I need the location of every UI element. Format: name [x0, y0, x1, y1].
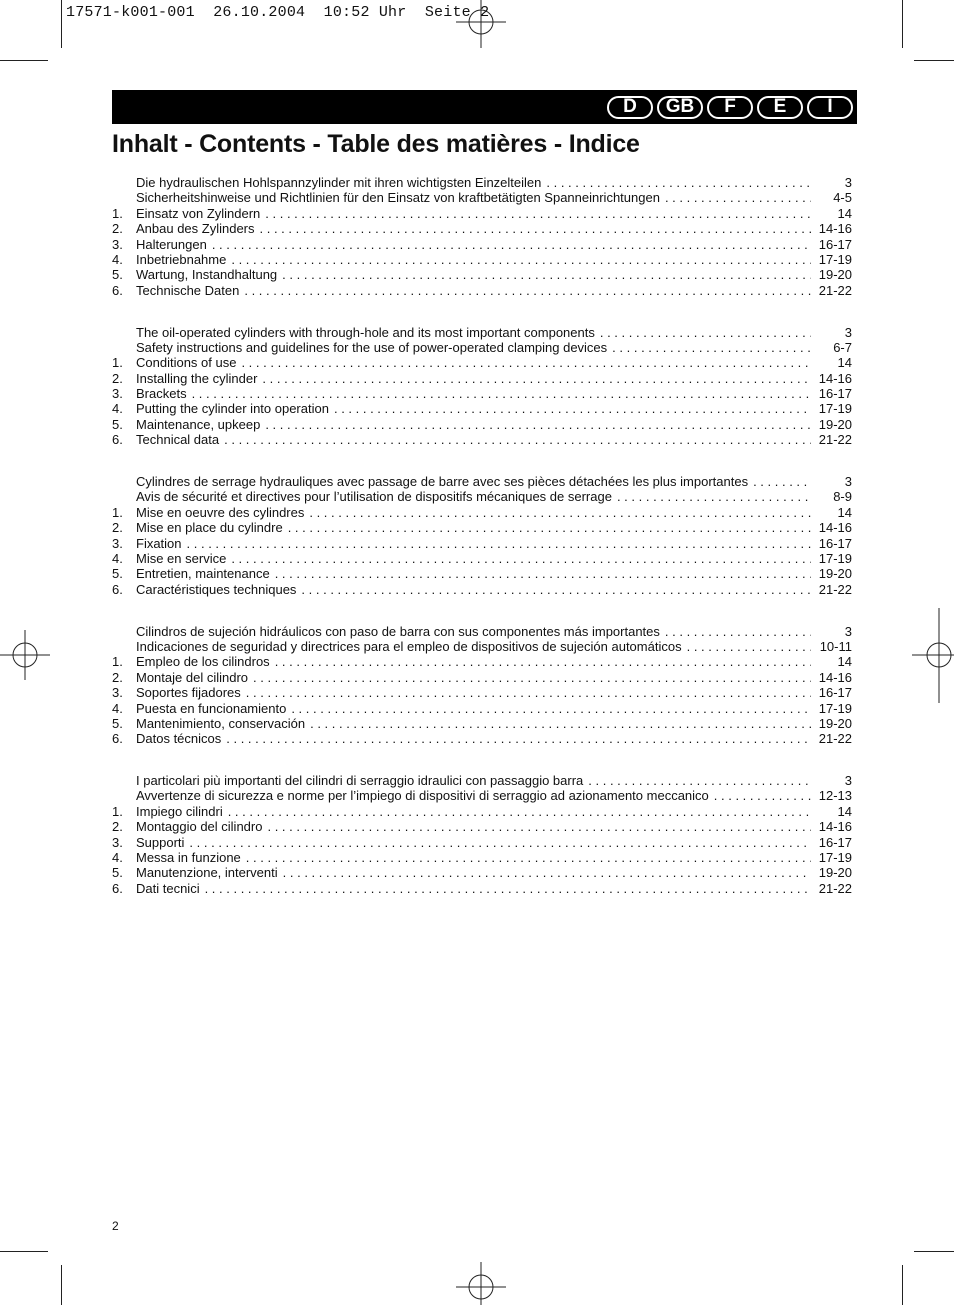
toc-entry[interactable]: [112, 190, 852, 205]
toc-entry-number: 6.: [112, 731, 123, 747]
registration-mark-icon: [456, 0, 506, 50]
toc-entry-label: Dati tecnici: [136, 880, 200, 896]
toc-section: [112, 325, 852, 448]
toc-leader-dots: [301, 582, 811, 597]
toc-leader-dots: [205, 881, 811, 896]
toc-entry-number: 2.: [112, 819, 123, 835]
toc-leader-dots: [275, 654, 811, 669]
toc-leader-dots: [283, 865, 811, 880]
toc-leader-dots: [187, 536, 811, 551]
toc-leader-dots: [192, 386, 811, 401]
toc-entry[interactable]: [112, 551, 852, 566]
toc-entry-pages: 14: [837, 504, 852, 520]
toc-entry-number: 3.: [112, 386, 123, 402]
toc-entry[interactable]: [112, 520, 852, 535]
toc-entry-label: Impiego cilindri: [136, 803, 223, 819]
toc-entry-number: [112, 325, 136, 340]
crop-mark: [914, 1251, 954, 1252]
toc-leader-dots: [228, 804, 811, 819]
toc-entry-number: 2.: [112, 370, 123, 386]
crop-mark: [61, 1265, 62, 1305]
toc-entry-label: Soportes fijadores: [136, 685, 241, 701]
toc-leader-dots: [231, 551, 811, 566]
toc-entry[interactable]: [112, 355, 852, 370]
toc-entry[interactable]: [112, 865, 852, 880]
toc-entry-number: [112, 639, 136, 654]
toc-entry[interactable]: [112, 582, 852, 597]
toc-entry-label: Technische Daten: [136, 282, 240, 298]
toc-entry-number: 4.: [112, 251, 123, 267]
toc-entry-label: Safety instructions and guidelines for the use of power-operated clamping devices: [136, 339, 608, 355]
toc-leader-dots: [265, 417, 811, 432]
toc-entry[interactable]: [112, 716, 852, 731]
toc-entry-label: I particolari più importanti del cilindri di serraggio idraulici con passaggio barra: [136, 773, 584, 789]
toc-entry-label: Supporti: [136, 834, 185, 850]
toc-entry-pages: 16-17: [818, 834, 852, 850]
toc-leader-dots: [600, 325, 811, 340]
toc-entry[interactable]: [112, 237, 852, 252]
toc-entry[interactable]: [112, 505, 852, 520]
toc-entry[interactable]: [112, 283, 852, 298]
toc-leader-dots: [588, 773, 811, 788]
toc-entry-number: 6.: [112, 282, 123, 298]
page-title: Inhalt - Contents - Table des matières - Indice: [112, 130, 640, 158]
toc-entry-pages: 21-22: [818, 731, 852, 747]
toc-leader-dots: [253, 670, 811, 685]
toc-entry[interactable]: [112, 819, 852, 834]
toc-leader-dots: [687, 639, 811, 654]
language-selector: [607, 96, 853, 119]
toc-section: [112, 474, 852, 597]
toc-entry[interactable]: [112, 624, 852, 639]
toc-entry-pages: 19-20: [818, 267, 852, 283]
toc-entry-label: Cilindros de sujeción hidráulicos con paso de barra con sus componentes más importantes: [136, 623, 660, 639]
toc-entry-label: Avvertenze di sicurezza e norme per l’impiego di dispositivi di serraggio ad azionamento meccanico: [136, 788, 709, 804]
toc-entry-number: [112, 788, 136, 803]
toc-entry-label: Empleo de los cilindros: [136, 654, 270, 670]
toc-leader-dots: [282, 267, 811, 282]
toc-entry-label: Puesta en funcionamiento: [136, 700, 287, 716]
toc-entry-pages: 14-16: [818, 819, 852, 835]
toc-entry[interactable]: [112, 386, 852, 401]
toc-entry-label: Conditions of use: [136, 355, 237, 371]
toc-entry-pages: 3: [844, 175, 852, 190]
toc-entry-number: 4.: [112, 550, 123, 566]
toc-entry-label: Manutenzione, interventi: [136, 865, 278, 881]
toc-entry-label: Einsatz von Zylindern: [136, 205, 261, 221]
toc-entry-pages: 14: [837, 803, 852, 819]
toc-entry-number: 2.: [112, 520, 123, 536]
toc-entry[interactable]: [112, 685, 852, 700]
toc-entry[interactable]: [112, 340, 852, 355]
language-tab-i[interactable]: I: [807, 96, 853, 119]
toc-entry-label: Die hydraulischen Hohlspannzylinder mit ihren wichtigsten Einzelteilen: [136, 175, 542, 190]
language-tab-e[interactable]: E: [757, 96, 803, 119]
toc-entry[interactable]: [112, 835, 852, 850]
toc-entry[interactable]: [112, 566, 852, 581]
toc-leader-dots: [212, 237, 811, 252]
toc-entry-pages: 8-9: [833, 489, 852, 505]
toc-entry[interactable]: [112, 804, 852, 819]
toc-entry-pages: 16-17: [818, 236, 852, 252]
toc-entry-pages: 17-19: [818, 700, 852, 716]
toc-entry-number: 5.: [112, 865, 123, 881]
toc-entry-label: Entretien, maintenance: [136, 566, 270, 582]
crop-mark: [902, 0, 903, 48]
print-slug: 17571-k001-001 26.10.2004 10:52 Uhr Seite 2: [66, 4, 490, 21]
toc-leader-dots: [265, 206, 811, 221]
toc-entry-number: 2.: [112, 669, 123, 685]
toc-entry-number: [112, 773, 136, 788]
toc-entry[interactable]: [112, 670, 852, 685]
toc-entry-number: [112, 190, 136, 205]
toc-entry-number: [112, 340, 136, 355]
registration-mark-icon: [456, 1262, 506, 1305]
page-number: 2: [112, 1219, 119, 1233]
toc-entry-label: Mise en service: [136, 550, 227, 566]
toc-entry-pages: 3: [844, 773, 852, 789]
toc-entry-number: 4.: [112, 700, 123, 716]
toc-entry-label: The oil-operated cylinders with through-hole and its most important components: [136, 324, 595, 340]
toc-section: [112, 175, 852, 298]
toc-entry-label: Installing the cylinder: [136, 370, 258, 386]
toc-entry[interactable]: [112, 325, 852, 340]
toc-entry[interactable]: [112, 850, 852, 865]
toc-entry-pages: 14: [837, 654, 852, 670]
toc-entry[interactable]: [112, 371, 852, 386]
crop-mark: [0, 60, 48, 61]
crop-mark: [0, 1251, 48, 1252]
toc-entry-number: 6.: [112, 880, 123, 896]
toc-leader-dots: [612, 340, 811, 355]
table-of-contents: [112, 175, 852, 923]
toc-leader-dots: [189, 835, 811, 850]
toc-entry-number: 5.: [112, 715, 123, 731]
toc-entry[interactable]: [112, 731, 852, 746]
toc-entry[interactable]: [112, 701, 852, 716]
toc-entry-number: 3.: [112, 535, 123, 551]
toc-entry-number: [112, 489, 136, 504]
toc-entry-label: Datos técnicos: [136, 731, 222, 747]
toc-entry-number: 1.: [112, 205, 123, 221]
toc-leader-dots: [546, 175, 811, 190]
toc-entry[interactable]: [112, 474, 852, 489]
language-tab-gb[interactable]: GB: [657, 96, 703, 119]
header-bar: [112, 90, 857, 124]
toc-entry-pages: 21-22: [818, 282, 852, 298]
toc-entry-pages: 19-20: [818, 566, 852, 582]
toc-entry-pages: 10-11: [819, 638, 852, 654]
toc-entry-number: 3.: [112, 236, 123, 252]
toc-leader-dots: [665, 624, 811, 639]
toc-leader-dots: [291, 701, 811, 716]
toc-entry-number: 4.: [112, 850, 123, 866]
registration-mark-icon: [912, 608, 954, 703]
toc-entry-label: Putting the cylinder into operation: [136, 401, 329, 417]
toc-entry-number: 1.: [112, 504, 123, 520]
toc-entry-number: 6.: [112, 432, 123, 448]
toc-entry-number: 5.: [112, 416, 123, 432]
toc-entry-pages: 14-16: [818, 669, 852, 685]
toc-entry-number: 1.: [112, 355, 123, 371]
toc-entry[interactable]: [112, 175, 852, 190]
toc-entry-number: 1.: [112, 803, 123, 819]
toc-entry[interactable]: [112, 206, 852, 221]
toc-entry-label: Montaggio del cilindro: [136, 819, 263, 835]
toc-leader-dots: [334, 401, 811, 416]
toc-leader-dots: [753, 474, 811, 489]
toc-entry[interactable]: [112, 536, 852, 551]
language-tab-f[interactable]: F: [707, 96, 753, 119]
crop-mark: [902, 1265, 903, 1305]
toc-entry-label: Inbetriebnahme: [136, 251, 227, 267]
toc-entry[interactable]: [112, 221, 852, 236]
toc-entry-pages: 17-19: [818, 850, 852, 866]
toc-entry-label: Mise en place du cylindre: [136, 520, 283, 536]
toc-section: [112, 773, 852, 896]
toc-entry[interactable]: [112, 432, 852, 447]
toc-entry-number: 3.: [112, 685, 123, 701]
toc-entry-number: [112, 624, 136, 639]
toc-entry-pages: 14-16: [818, 221, 852, 237]
toc-entry-pages: 14: [837, 205, 852, 221]
toc-entry-label: Maintenance, upkeep: [136, 416, 261, 432]
crop-mark: [914, 60, 954, 61]
toc-entry-number: 2.: [112, 221, 123, 237]
crop-mark: [61, 0, 62, 48]
toc-leader-dots: [714, 788, 811, 803]
toc-entry-label: Wartung, Instandhaltung: [136, 267, 278, 283]
toc-entry[interactable]: [112, 773, 852, 788]
toc-entry-pages: 12-13: [818, 788, 852, 804]
toc-entry-number: 3.: [112, 834, 123, 850]
toc-entry-label: Cylindres de serrage hydrauliques avec passage de barre avec ses pièces détachées les plus importantes: [136, 474, 749, 490]
toc-entry[interactable]: [112, 417, 852, 432]
toc-entry-number: 6.: [112, 581, 123, 597]
toc-entry-label: Indicaciones de seguridad y directrices para el empleo de dispositivos de sujeción automáticos: [136, 638, 682, 654]
toc-leader-dots: [275, 566, 811, 581]
toc-leader-dots: [309, 505, 811, 520]
toc-entry-pages: 6-7: [833, 339, 852, 355]
toc-entry-pages: 16-17: [818, 386, 852, 402]
toc-entry-pages: 16-17: [818, 685, 852, 701]
toc-entry-pages: 14-16: [818, 520, 852, 536]
toc-entry-pages: 17-19: [818, 251, 852, 267]
registration-mark-icon: [0, 630, 50, 680]
toc-leader-dots: [244, 283, 811, 298]
toc-entry-number: [112, 175, 136, 190]
toc-entry-pages: 17-19: [818, 401, 852, 417]
toc-entry-label: Messa in funzione: [136, 850, 241, 866]
toc-entry-number: 5.: [112, 566, 123, 582]
toc-entry-pages: 3: [844, 623, 852, 639]
toc-entry-pages: 21-22: [818, 432, 852, 448]
toc-entry-pages: 4-5: [833, 190, 852, 206]
toc-section: [112, 624, 852, 747]
toc-entry[interactable]: [112, 267, 852, 282]
toc-leader-dots: [226, 731, 811, 746]
toc-entry-number: 1.: [112, 654, 123, 670]
toc-entry[interactable]: [112, 639, 852, 654]
toc-entry[interactable]: [112, 881, 852, 896]
toc-leader-dots: [310, 716, 811, 731]
toc-entry-number: 4.: [112, 401, 123, 417]
toc-entry-pages: 17-19: [818, 550, 852, 566]
toc-entry-label: Montaje del cilindro: [136, 669, 249, 685]
toc-entry-pages: 21-22: [818, 581, 852, 597]
toc-leader-dots: [246, 850, 811, 865]
toc-entry[interactable]: [112, 401, 852, 416]
toc-entry-label: Mise en oeuvre des cylindres: [136, 504, 305, 520]
toc-entry-label: Anbau des Zylinders: [136, 221, 255, 237]
toc-entry-label: Mantenimiento, conservación: [136, 715, 306, 731]
toc-leader-dots: [231, 252, 811, 267]
toc-leader-dots: [267, 819, 811, 834]
toc-leader-dots: [617, 489, 811, 504]
toc-entry-pages: 16-17: [818, 535, 852, 551]
toc-entry-pages: 19-20: [818, 416, 852, 432]
toc-entry-label: Fixation: [136, 535, 182, 551]
toc-entry-pages: 14: [837, 355, 852, 371]
toc-leader-dots: [665, 190, 811, 205]
toc-leader-dots: [262, 371, 811, 386]
toc-entry-label: Sicherheitshinweise und Richtlinien für den Einsatz von kraftbetätigten Spanneinrichtungen: [136, 190, 660, 206]
toc-entry[interactable]: [112, 489, 852, 504]
toc-leader-dots: [260, 221, 811, 236]
toc-entry-pages: 19-20: [818, 715, 852, 731]
toc-entry-label: Caractéristiques techniques: [136, 581, 297, 597]
toc-entry-label: Halterungen: [136, 236, 207, 252]
toc-leader-dots: [241, 355, 811, 370]
toc-entry-pages: 21-22: [818, 880, 852, 896]
toc-leader-dots: [246, 685, 811, 700]
toc-entry-pages: 14-16: [818, 370, 852, 386]
toc-entry-pages: 19-20: [818, 865, 852, 881]
toc-entry-label: Brackets: [136, 386, 187, 402]
toc-leader-dots: [224, 432, 811, 447]
toc-entry-pages: 3: [844, 324, 852, 340]
toc-entry-label: Technical data: [136, 432, 220, 448]
toc-entry-number: [112, 474, 136, 489]
toc-entry[interactable]: [112, 788, 852, 803]
toc-entry[interactable]: [112, 252, 852, 267]
language-tab-d[interactable]: D: [607, 96, 653, 119]
toc-entry-label: Avis de sécurité et directives pour l’utilisation de dispositifs mécaniques de serrage: [136, 489, 612, 505]
toc-entry-pages: 3: [844, 474, 852, 490]
toc-entry-number: 5.: [112, 267, 123, 283]
toc-entry[interactable]: [112, 654, 852, 669]
toc-leader-dots: [288, 520, 811, 535]
